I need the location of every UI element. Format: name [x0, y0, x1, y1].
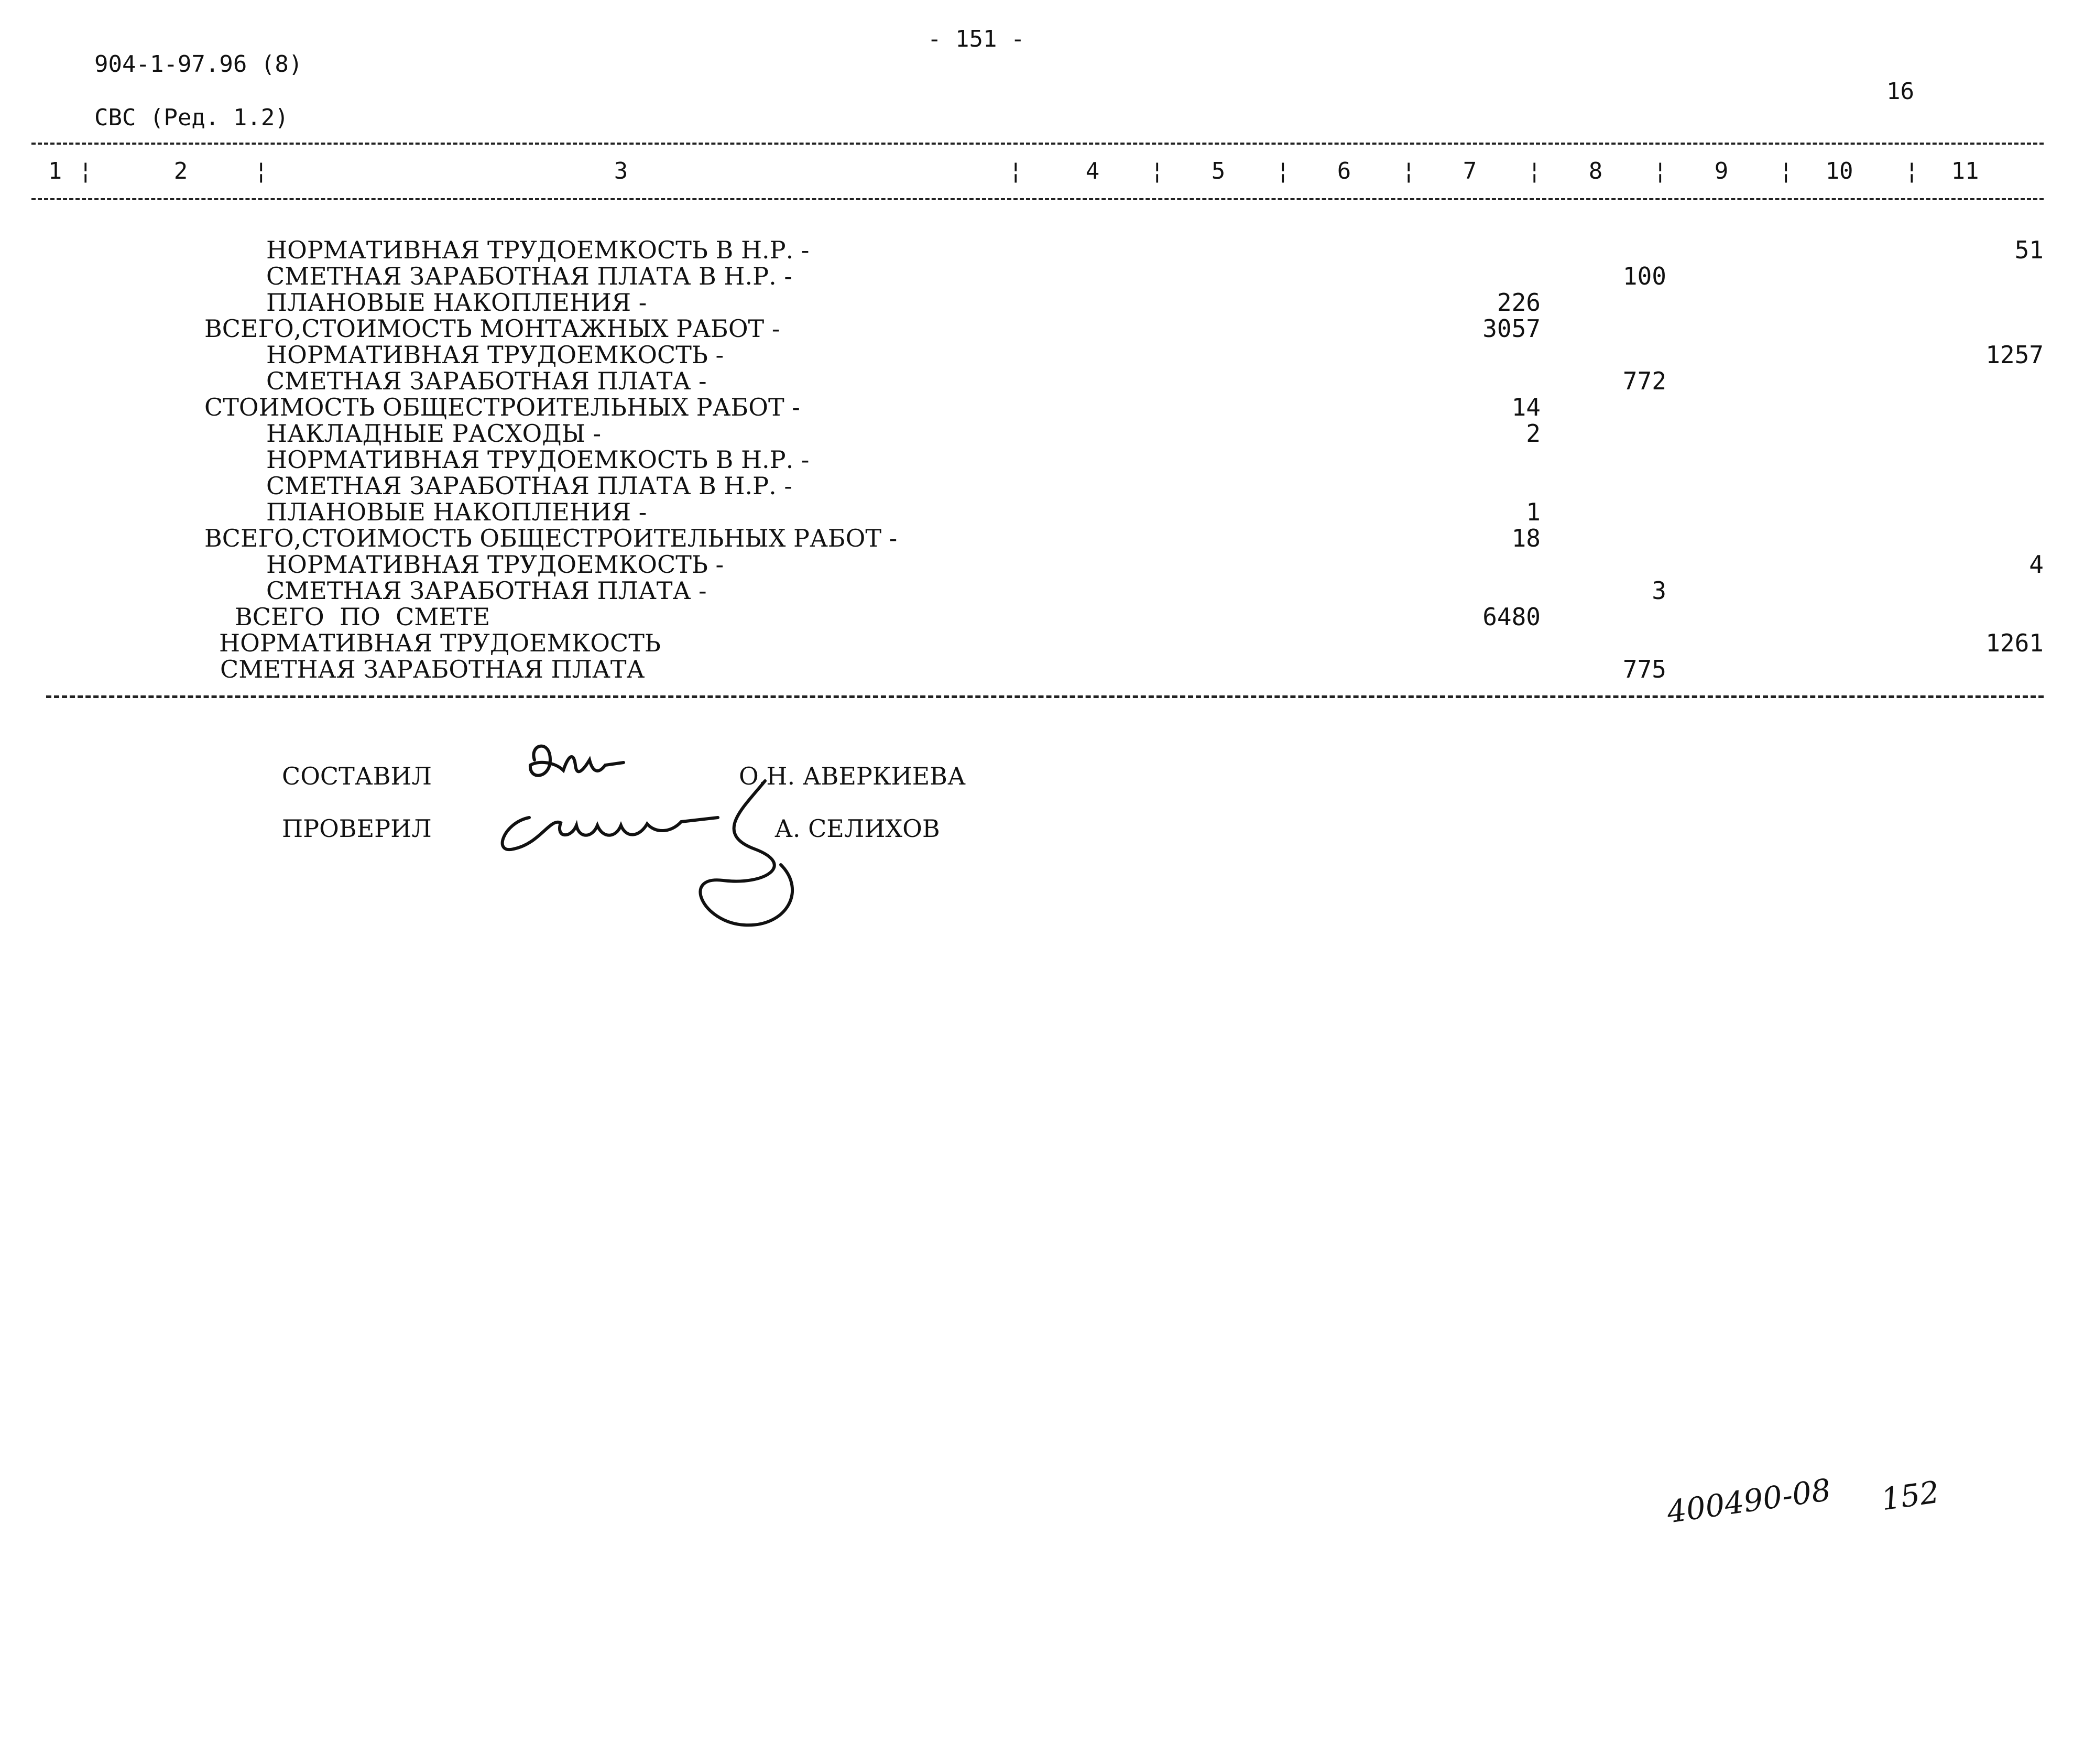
row-label: ПЛАНОВЫЕ НАКОПЛЕНИЯ -: [266, 498, 647, 526]
row-label: СМЕТНАЯ ЗАРАБОТНАЯ ПЛАТА В Н.Р. -: [266, 262, 792, 290]
row-label: НОРМАТИВНАЯ ТРУДОЕМКОСТЬ -: [266, 550, 724, 579]
header-bottom-rule: [31, 198, 2044, 200]
column-separator: ¦: [1276, 158, 1290, 184]
column-separator: ¦: [79, 158, 93, 184]
sheet-mark: 152: [1879, 1474, 1941, 1518]
row-label: НОРМАТИВНАЯ ТРУДОЕМКОСТЬ: [219, 629, 661, 657]
table-bottom-rule: [46, 695, 2044, 698]
column-separator: ¦: [254, 158, 268, 184]
row-label: ПЛАНОВЫЕ НАКОПЛЕНИЯ -: [266, 288, 647, 317]
value-col8: 775: [1622, 655, 1666, 683]
value-col7: 1: [1526, 498, 1541, 526]
checked-by-name: А. СЕЛИХОВ: [774, 814, 940, 843]
handwritten-signatures: [472, 728, 838, 949]
program-version: СВС (Ред. 1.2): [94, 104, 289, 131]
row-label: НОРМАТИВНАЯ ТРУДОЕМКОСТЬ В Н.Р. -: [266, 236, 810, 264]
value-col11: 4: [2029, 550, 2044, 579]
row-label: НОРМАТИВНАЯ ТРУДОЕМКОСТЬ В Н.Р. -: [266, 445, 810, 474]
column-number: 2: [173, 158, 188, 184]
value-col11: 51: [2014, 236, 2044, 264]
column-separator: ¦: [1150, 158, 1164, 184]
column-separator: ¦: [1528, 158, 1542, 184]
column-number: 10: [1825, 158, 1853, 184]
value-col11: 1257: [1985, 341, 2044, 369]
value-col7: 2: [1526, 419, 1541, 448]
value-col8: 3: [1652, 576, 1666, 605]
row-label: ВСЕГО,СТОИМОСТЬ МОНТАЖНЫХ РАБОТ -: [204, 314, 780, 343]
row-label: НАКЛАДНЫЕ РАСХОДЫ -: [266, 419, 602, 448]
row-label: СТОИМОСТЬ ОБЩЕСТРОИТЕЛЬНЫХ РАБОТ -: [204, 393, 800, 421]
row-label: СМЕТНАЯ ЗАРАБОТНАЯ ПЛАТА В Н.Р. -: [266, 472, 792, 500]
inventory-code: 400490-08: [1664, 1472, 1834, 1530]
column-number: 11: [1951, 158, 1979, 184]
value-col7: 3057: [1482, 314, 1541, 343]
row-label: СМЕТНАЯ ЗАРАБОТНАЯ ПЛАТА -: [266, 576, 707, 605]
value-col7: 6480: [1482, 603, 1541, 631]
compiled-by-label: СОСТАВИЛ: [282, 762, 432, 790]
row-label: ВСЕГО ПО СМЕТЕ: [235, 603, 490, 631]
page-number: - 151 -: [928, 26, 1025, 52]
row-label: СМЕТНАЯ ЗАРАБОТНАЯ ПЛАТА: [220, 655, 645, 683]
column-separator: ¦: [1402, 158, 1416, 184]
value-col11: 1261: [1985, 629, 2044, 657]
column-number: 1: [48, 158, 62, 184]
value-col7: 14: [1511, 393, 1541, 421]
sheet-number: 16: [1886, 78, 1914, 105]
column-separator: ¦: [1779, 158, 1793, 184]
column-number: 4: [1085, 158, 1100, 184]
compiled-by-name: О.Н. АВЕРКИЕВА: [739, 762, 966, 790]
header-top-rule: [31, 143, 2044, 145]
value-col8: 100: [1622, 262, 1666, 290]
column-number: 6: [1337, 158, 1351, 184]
value-col7: 18: [1511, 524, 1541, 552]
row-label: ВСЕГО,СТОИМОСТЬ ОБЩЕСТРОИТЕЛЬНЫХ РАБОТ -: [204, 524, 898, 552]
row-label: НОРМАТИВНАЯ ТРУДОЕМКОСТЬ -: [266, 341, 724, 369]
column-number: 8: [1588, 158, 1603, 184]
document-code: 904-1-97.96 (8): [94, 51, 303, 78]
column-number: 3: [614, 158, 628, 184]
column-number: 5: [1211, 158, 1226, 184]
checked-by-label: ПРОВЕРИЛ: [282, 814, 432, 843]
column-number: 7: [1463, 158, 1477, 184]
column-number: 9: [1714, 158, 1729, 184]
column-separator: ¦: [1905, 158, 1919, 184]
column-separator: ¦: [1653, 158, 1667, 184]
value-col8: 772: [1622, 367, 1666, 395]
column-separator: ¦: [1009, 158, 1023, 184]
value-col7: 226: [1497, 288, 1541, 317]
row-label: СМЕТНАЯ ЗАРАБОТНАЯ ПЛАТА -: [266, 367, 707, 395]
